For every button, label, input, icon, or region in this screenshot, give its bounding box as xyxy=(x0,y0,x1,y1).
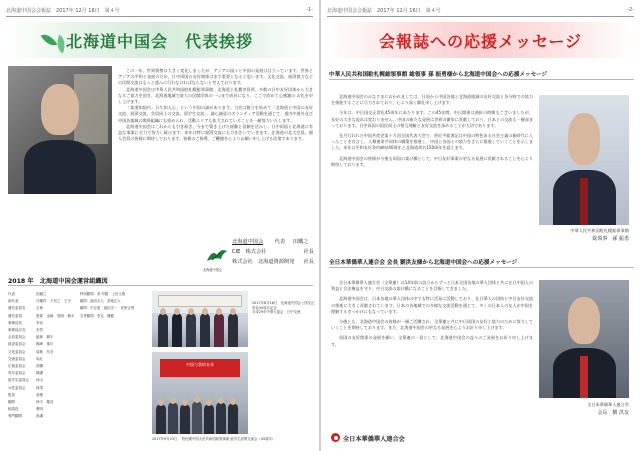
roster-row: 経済委員会 楊峰 孫川 xyxy=(8,342,54,347)
signature-company-1: CIE 株式会社 xyxy=(232,249,267,255)
event-photo-2-banner: 中国与我的未来 xyxy=(160,359,241,377)
message-1-text xyxy=(331,94,533,168)
roster-row: 専門顧問 蒋潔 xyxy=(8,414,43,419)
advisor-line: 名誉顧問：李克 陳健 xyxy=(80,313,114,318)
portrait-suit xyxy=(24,140,97,194)
hokkaido-china-logo xyxy=(203,247,228,272)
support-title: 会報誌への応援メッセージ xyxy=(378,32,583,51)
caption-line: 平成29年中華大宴会 日中交流 xyxy=(252,310,301,315)
federation-name: 全日本華僑華人連合会 xyxy=(343,436,405,443)
left-page-number: -1- xyxy=(306,7,313,13)
roster-title: 2018 年 北海道中国会運営組織図 xyxy=(8,278,108,285)
event-photo-1 xyxy=(152,291,248,347)
greeting-paragraph: 「架道知国内」日久知人心」という中国の諺があります。当会は創立を始めて「北海道と中国の友好交流、経済交流、会員同士の交流、留学生交流」、誠心誠意のボランティア活動を通じて、道内中道外及び中国各地域の関係組織にも絡められ、活動エリアも拡大されていることを一緒努力いたします。 xyxy=(118,105,313,123)
portrait-tie xyxy=(580,178,587,225)
greeting-paragraph: この一年、世界情勢は大きく変化しましたが、アジアの国々と中国の発展は目立っています。世界とアジアの平和と発展のため、日中両国の友好関係はます重要となると思います。文化交流、経済協力などの民間交流はもっと盛んに行わなければならないと考えております。 xyxy=(118,68,313,86)
message-2-paragraph: 全日本華僑華人連合会（全華連）は14年前の設立からずっと日本全国各地の華人団体と共に在日中国人の利益と合法権益を守り、中日交流の架け橋になることを目指してきました。 xyxy=(331,280,533,292)
roster-row: 会員委員会 趙林 劉宇 xyxy=(8,335,54,340)
message-2-paragraph: 今後とも、北海道中国会の皆様が一層ご活躍され、全華連と共に中日両国の友好と協力のために努力していくことを期待しております。また、北海道中国会の更なる発展を心よりお祈り申し上げます。 xyxy=(331,319,533,331)
roster-row: 青年委員会 陳潔 xyxy=(8,371,43,376)
roster-row: 事務局長 李岩 xyxy=(8,320,43,325)
president-caption-1: 全日本華僑華人連合会 xyxy=(587,402,629,407)
message-1-paragraph: 北海道中国会の皆様が今後も両国の架け橋として、中日友好事業の更なる発展に貢献されることを心より期待しております。 xyxy=(331,155,533,167)
logo-caption: 北海道中国会 xyxy=(203,268,223,272)
message-2-title: 全日本華僑華人連合会 会長 劉洪友様から北海道中国会への応援メッセージ xyxy=(329,260,518,266)
portrait-face xyxy=(568,113,600,165)
roster-row: 監査 高雅 xyxy=(8,392,43,397)
roster-row: 女性委員会 林靖 xyxy=(8,385,43,390)
caption-line: 2017年8月18日 北海道中国会と国交正常化45周年記念 xyxy=(252,301,315,310)
advisor-line: 顧問：福田吉人 倉地正人 xyxy=(80,299,121,304)
roster-row: 副代表 白鵬祥 于信之 王平 xyxy=(8,299,71,304)
roster-row: 代表 田鐵之 xyxy=(8,292,47,296)
signature-role-2: 社長 xyxy=(303,259,314,265)
message-1-paragraph: 今年は、中日国交正常化45周年にあたります。この45年間、中日関係は曲折の時期もございましたが、友好の大きな流れは変わりません。中国の新たな発展は世界の繁栄に貢献しており、日本との交流も一層深まっております。日中両国の国民同士の相互理解と友好交流を深めることが大切であります。 xyxy=(331,110,533,128)
roster-row: 運営委員長 吉林 xyxy=(8,306,43,311)
federation-president-photo xyxy=(539,280,629,398)
caption-line: 2017年9月23日 駐札幌中国人民共和国総領事館 xyxy=(152,437,230,441)
consul-general-photo xyxy=(539,95,629,225)
roster-row: 顧問 徐平 鄭浩 xyxy=(8,400,54,405)
roster-advisors xyxy=(80,291,148,320)
support-banner xyxy=(327,22,634,58)
representative-photo xyxy=(8,66,112,194)
message-1-paragraph: 北海道中国会のみなさまにおかれましては、日頃から中国各地と北海道地域の友好交流と各分野での協力を推進することに尽力されており、心より深く御礼申し上げます。 xyxy=(331,94,533,106)
portrait-face xyxy=(568,297,600,344)
message-1-title: 中華人民共和国駐札幌総領事館 総領事 孫 振勇様から北海道中国会への応援メッセージ xyxy=(329,72,548,78)
signature-name: 田鐵之 xyxy=(292,239,309,245)
message-2-text xyxy=(331,280,533,348)
advisor-line: 特別顧問：高 村鍵 上田文雄 xyxy=(80,292,126,296)
event-photo-2-caption xyxy=(152,437,316,442)
left-header-label: 北海道中国会会報誌 2017年 12月 16日 第４号 xyxy=(6,8,120,14)
roster-row: 交流委員会 馬紅 xyxy=(8,356,43,361)
right-page-number: -2- xyxy=(627,7,634,13)
left-page xyxy=(0,0,319,451)
signature-role-1: 社長 xyxy=(303,249,314,255)
event-photo-1-caption xyxy=(252,301,316,315)
message-2-paragraph: 北海道中国会は、日本各地の華人団体の中でも特に活発に活動しており、在日華人の団結と中日友好交流の推進に大きく貢献されています。日本の各地域での多様な交流活動を通じて、多くの日本人の友人が中国を理解するきっかけにもなっています。 xyxy=(331,296,533,314)
right-page xyxy=(321,0,640,451)
federation-logo-icon xyxy=(331,433,340,442)
greeting-title: 北海道中国会 代表挨拶 xyxy=(65,32,253,51)
roster-row: 相談役 曹明 xyxy=(8,407,43,412)
portrait-face xyxy=(41,84,78,135)
roster-row: 留学生委員会 何山 xyxy=(8,378,43,383)
roster-row: 運営委員 張偉 金暁 郭明 劉永 xyxy=(8,313,75,318)
message-1-rule xyxy=(329,79,634,80)
roster-row: 事務局次長 宋哲 xyxy=(8,328,43,333)
left-page-header xyxy=(6,7,313,17)
event-photo-2 xyxy=(152,352,248,434)
consul-caption-1: 中華人民共和国駐札幌総領事館 xyxy=(570,228,629,233)
caption-line: 留学生訪問交流会（45周年） xyxy=(230,437,276,441)
roster-row: 文化委員会 周敏 呉芳 xyxy=(8,349,54,354)
portrait-tie xyxy=(580,356,587,398)
advisor-line: 顧問：中谷恵 福田洋一 佐野正利 xyxy=(80,306,135,311)
message-2-rule xyxy=(329,267,634,268)
right-header-label: 北海道中国会会報誌 2017年 12月 16日 第４号 xyxy=(327,8,441,14)
signature-line-2 xyxy=(232,248,314,255)
greeting-text xyxy=(118,68,313,142)
right-page-header xyxy=(327,7,634,17)
greeting-banner xyxy=(6,22,313,58)
roster-row: 広報委員会 胡傑 xyxy=(8,364,43,369)
greeting-paragraph: 北海道中国会は中華人民共和国駐札幌総領事館、北海道と札幌市役所、多数の日中友好団体から大きなるご協力を頂き、北海道地域で最大の民間団体の一つまで成長になり、ここで改めて心感謝の お礼を申し上げます。 xyxy=(118,86,313,105)
signature-title: 代表 xyxy=(274,239,286,245)
signature-line-1 xyxy=(232,238,308,245)
signature-company-2: 株式会社 北海道資源開発 xyxy=(232,259,295,265)
calligraphy-scroll xyxy=(74,74,108,144)
bird-logo-icon xyxy=(206,247,228,265)
message-1-paragraph: 先月行われた中国共産党第十九回全国代表大会で、習近平総書記は中国の特色ある社会主義の新時代に入ったことを宣言し、人類運命共同体の構築を推進し、中国と各国との協力をさらに推進していくことを示しました。来年は平和友好条約締結40周年と北海道命名150周年を迎えます。 xyxy=(331,133,533,151)
president-caption-2: 会長 劉 洪友 xyxy=(597,410,629,416)
signature-line-3 xyxy=(232,258,314,265)
greeting-paragraph: 北海道中国会はこれからも引き続き、今まで築き上げた経験と信頼を活かし、日中両国と北海道に有益な事業に全力で努力し続けます。来年は特に経済交流にも力を注いでいきます。北海道の北大会員、個人会員の皆様に期待しております。皆様のご指導、ご鞭撻を心よりお願い申し上げる次第であります。 xyxy=(118,123,313,142)
signature-org: 北海道中国会 xyxy=(232,239,264,245)
consul-caption-2: 総領事 孫 振勇 xyxy=(592,236,629,242)
roster-rule xyxy=(8,285,313,286)
message-2-paragraph: 両国の友好関係の発展を願い、全華連の一員として、北海道中国会の益々のご発展をお祈り申し上げます。 xyxy=(331,335,533,347)
